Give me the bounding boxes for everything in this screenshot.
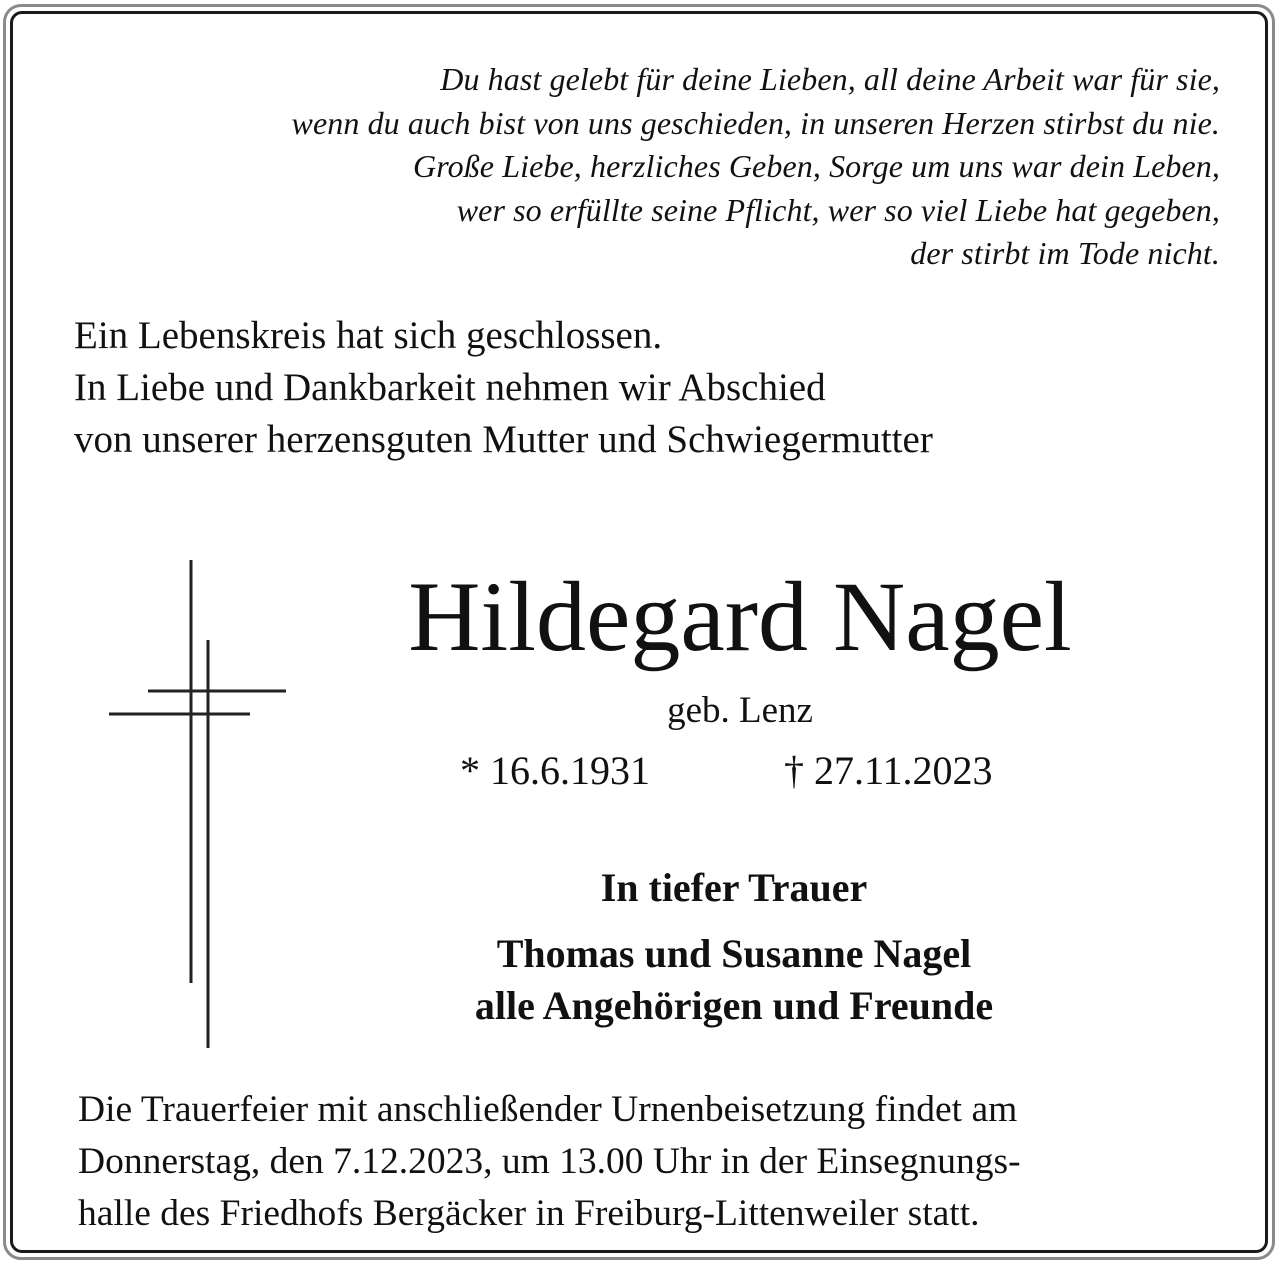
mourner-line: Thomas und Susanne Nagel: [496, 931, 972, 976]
birth-date: * 16.6.1931: [460, 748, 650, 793]
intro-line: In Liebe und Dankbarkeit nehmen wir Abschied: [74, 366, 826, 409]
mourners-list: [384, 928, 1084, 1032]
intro-line: Ein Lebenskreis hat sich geschlossen.: [74, 314, 663, 357]
service-info: [78, 1084, 1021, 1240]
death-date: † 27.11.2023: [784, 748, 993, 793]
deceased-name: Hildegard Nagel: [408, 561, 1072, 672]
double-line-cross-icon: [104, 558, 294, 1053]
intro-text: [74, 310, 933, 466]
mourning-heading: In tiefer Trauer: [600, 865, 868, 910]
poem-line: der stirbt im Tode nicht.: [910, 235, 1220, 271]
poem-line: wer so erfüllte seine Pflicht, wer so viel Liebe hat gegeben,: [456, 191, 1220, 228]
service-line: halle des Friedhofs Bergäcker in Freiburg-Littenweiler statt.: [78, 1193, 980, 1234]
maiden-name: geb. Lenz: [667, 690, 813, 731]
poem: [120, 58, 1220, 276]
poem-line: Du hast gelebt für deine Lieben, all deine Arbeit war für sie,: [440, 61, 1220, 97]
service-line: Die Trauerfeier mit anschließender Urnenbeisetzung findet am: [78, 1089, 1018, 1130]
mourner-line: alle Angehörigen und Freunde: [474, 983, 994, 1028]
service-line: Donnerstag, den 7.12.2023, um 13.00 Uhr in der Einsegnungs-: [78, 1141, 1021, 1182]
poem-line: wenn du auch bist von uns geschieden, in unseren Herzen stirbst du nie.: [291, 104, 1220, 141]
poem-line: Große Liebe, herzliches Geben, Sorge um uns war dein Leben,: [413, 148, 1220, 184]
intro-line: von unserer herzensguten Mutter und Schwiegermutter: [74, 418, 933, 461]
